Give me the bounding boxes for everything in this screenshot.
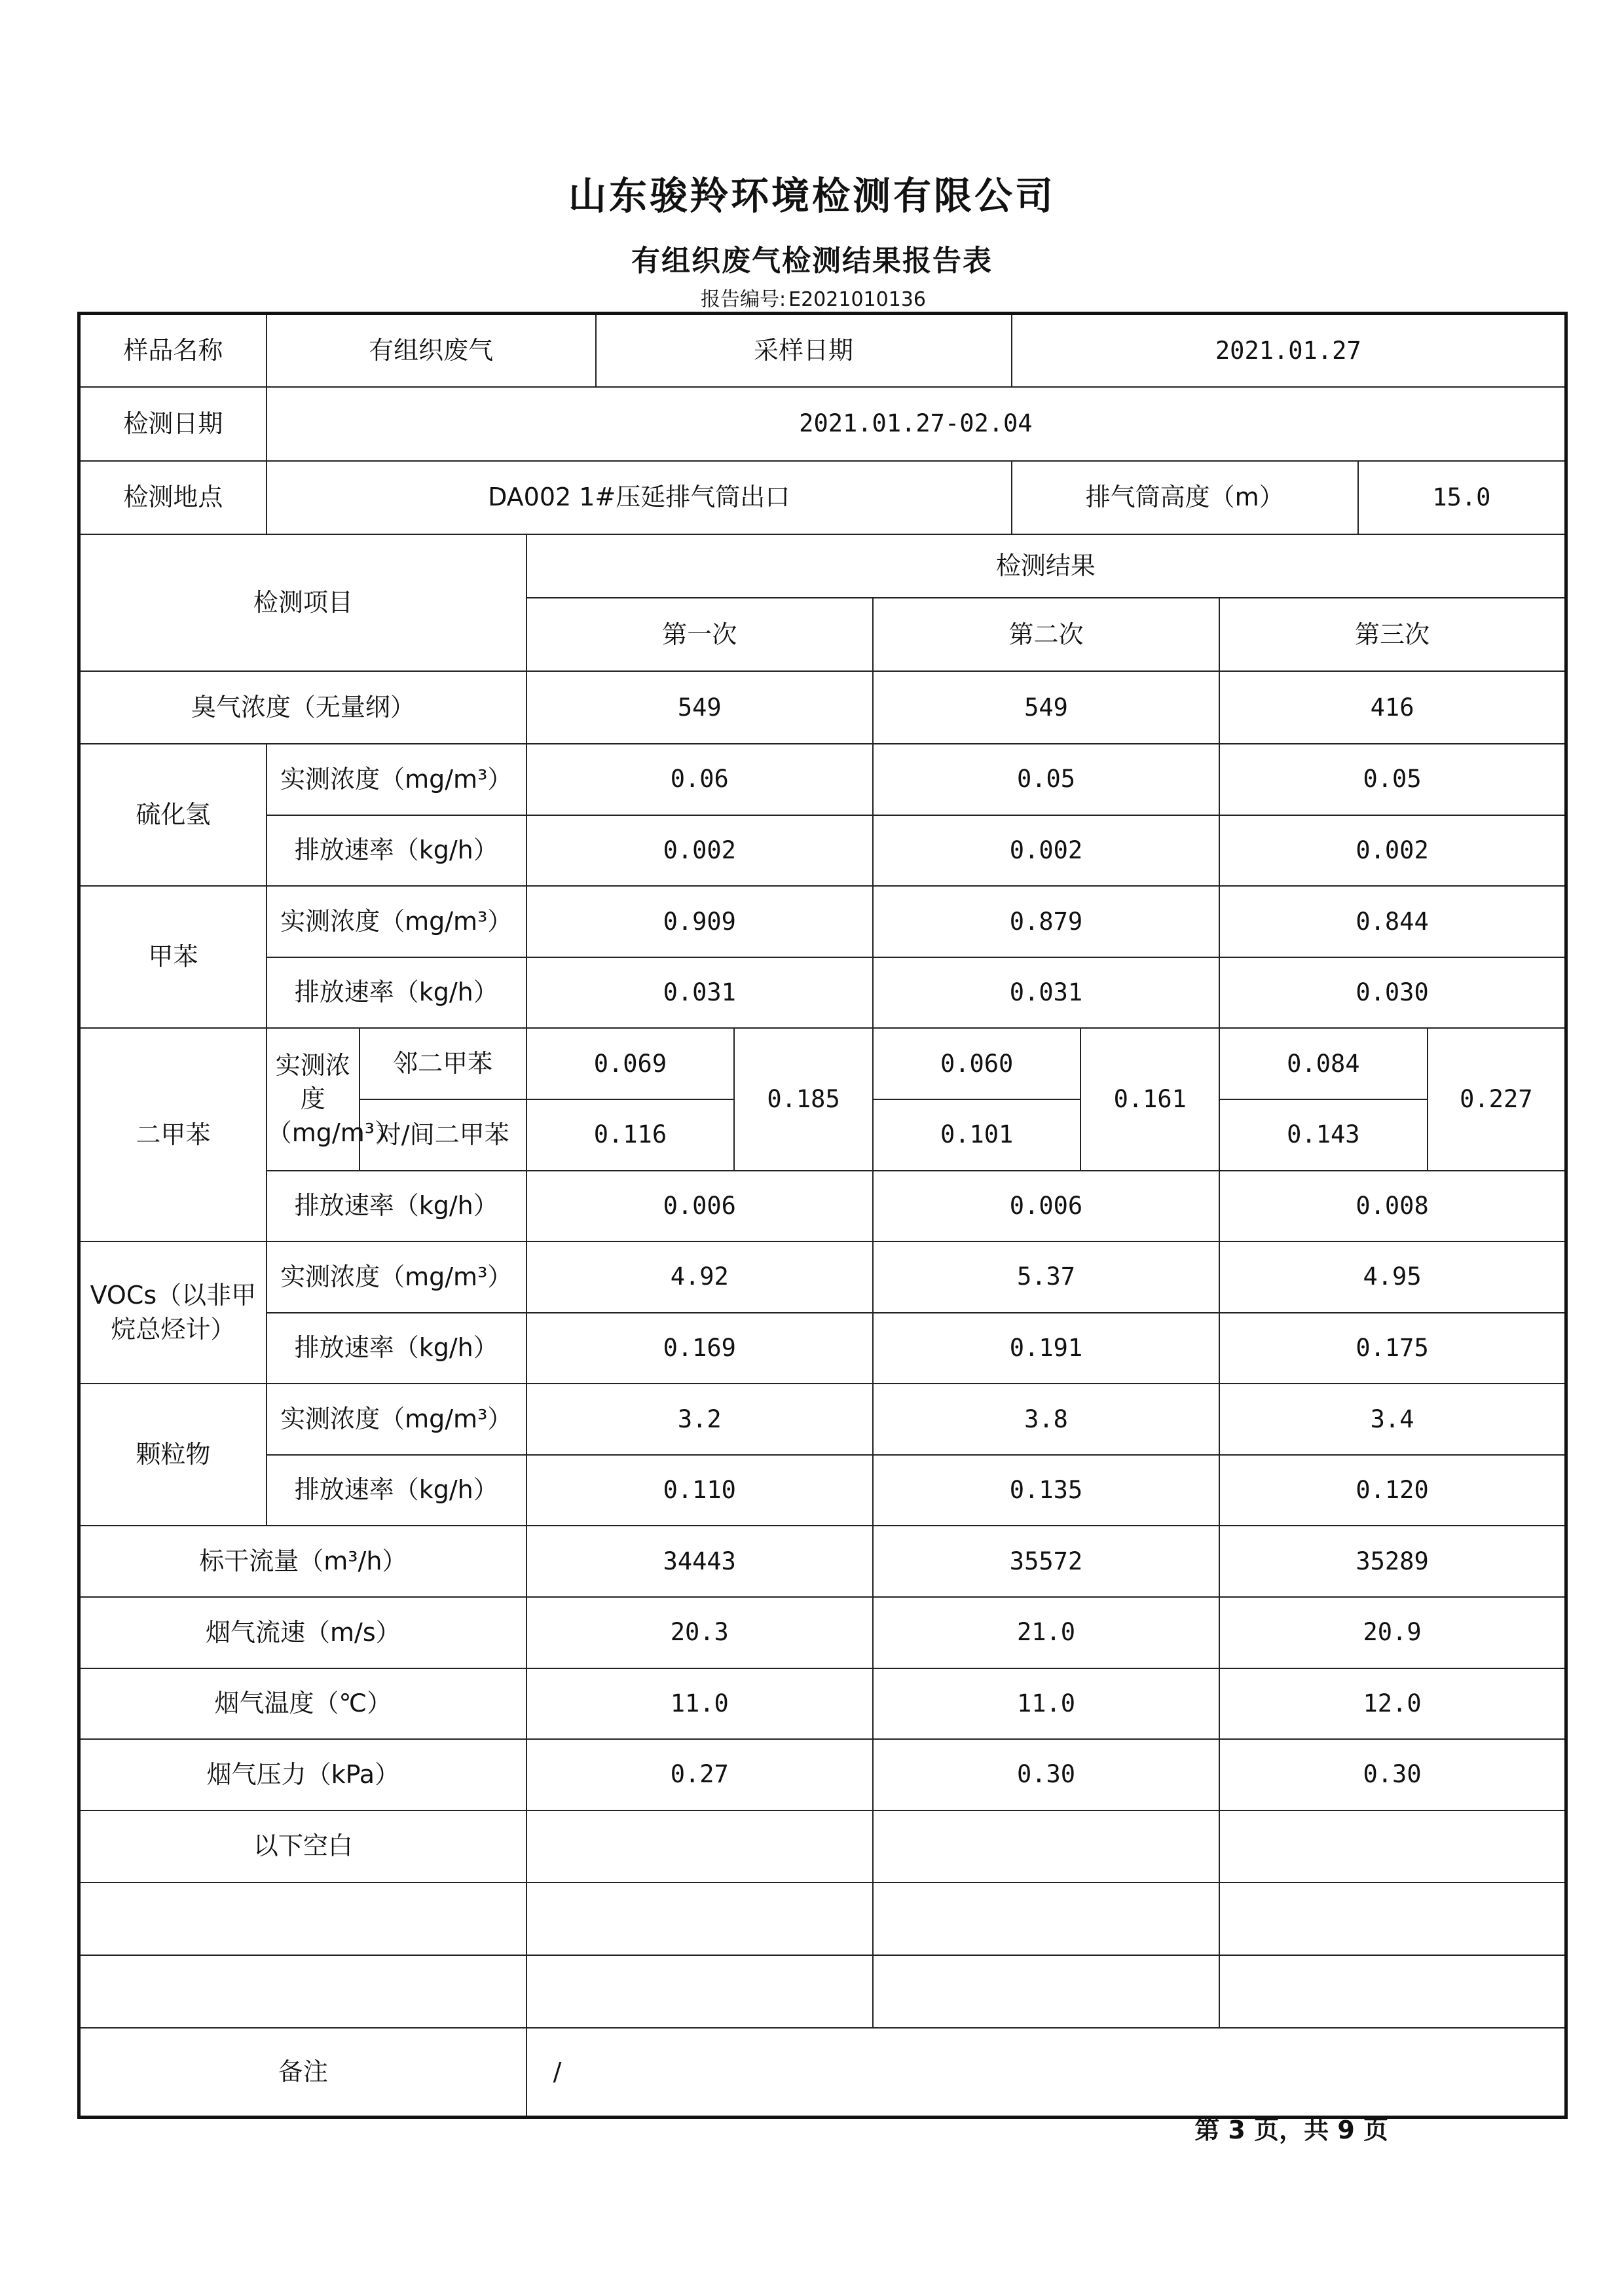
stack-height-label: 排气筒高度（m） [1012,461,1358,535]
pm-conc-3: 3.4 [1219,1384,1566,1455]
table-row [79,1171,1566,1242]
company-name: 山东骏羚环境检测有限公司 [568,174,1056,218]
table-row [79,1882,1566,1955]
sample-name: 有组织废气 [267,314,596,388]
empty-cell [526,1810,873,1883]
table-row [79,1597,1566,1668]
table-row [79,2028,1566,2118]
pm-rate-3: 0.120 [1219,1455,1566,1526]
o-xylene-label: 邻二甲苯 [360,1028,526,1099]
location: DA002 1#压延排气筒出口 [267,461,1012,535]
table-row [79,886,1566,957]
pm-rate-2: 0.135 [873,1455,1219,1526]
o-xylene-1: 0.069 [526,1028,735,1099]
test-date-label: 检测日期 [79,387,267,461]
toluene-rate-3: 0.030 [1219,957,1566,1029]
report-number: E2021010136 [788,288,926,311]
result-table [77,312,1568,2119]
vocs-name-line2: 烷总烃计） [111,1314,236,1344]
velocity-label: 烟气流速（m/s） [79,1597,526,1668]
toluene-rate-label: 排放速率（kg/h） [267,957,526,1029]
table-row [79,1241,1566,1313]
o-xylene-2: 0.060 [873,1028,1081,1099]
test-date: 2021.01.27-02.04 [267,387,1566,461]
empty-cell [1219,1882,1566,1955]
h2s-rate-2: 0.002 [873,815,1219,887]
h2s-conc-2: 0.05 [873,744,1219,815]
empty-cell [873,1882,1219,1955]
h2s-rate-3: 0.002 [1219,815,1566,887]
temp-label: 烟气温度（℃） [79,1668,526,1740]
toluene-conc-2: 0.879 [873,886,1219,957]
table-row [79,744,1566,815]
pm-conc-2: 3.8 [873,1384,1219,1455]
pm-conc-label: 实测浓度（mg/m³） [267,1384,526,1455]
flow-3: 35289 [1219,1526,1566,1597]
table-row [79,461,1566,535]
table-row [79,1955,1566,2028]
flow-2: 35572 [873,1526,1219,1597]
xylene-total-1: 0.185 [734,1028,873,1170]
pm-name: 颗粒物 [79,1384,267,1526]
empty-cell [873,1810,1219,1883]
pm-rate-label: 排放速率（kg/h） [267,1455,526,1526]
mp-xylene-label: 对/间二甲苯 [360,1099,526,1171]
temp-3: 12.0 [1219,1668,1566,1740]
temp-1: 11.0 [526,1668,873,1740]
location-label: 检测地点 [79,461,267,535]
result-header: 检测结果 [526,534,1566,598]
h2s-conc-3: 0.05 [1219,744,1566,815]
table-row [79,815,1566,887]
h2s-rate-label: 排放速率（kg/h） [267,815,526,887]
pressure-2: 0.30 [873,1739,1219,1810]
sampling-date-label: 采样日期 [596,314,1012,388]
vocs-rate-1: 0.169 [526,1313,873,1384]
empty-cell [79,1882,526,1955]
flow-1: 34443 [526,1526,873,1597]
round-2-header: 第二次 [873,598,1219,672]
xylene-rate-2: 0.006 [873,1171,1219,1242]
vocs-rate-label: 排放速率（kg/h） [267,1313,526,1384]
pm-conc-1: 3.2 [526,1384,873,1455]
table-row [79,1526,1566,1597]
item-header: 检测项目 [79,534,526,671]
odor-value-2: 549 [873,671,1219,744]
empty-cell [1219,1810,1566,1883]
remark-label: 备注 [79,2028,526,2118]
table-row [79,1810,1566,1883]
table-row [79,1384,1566,1455]
vocs-name-line1: VOCs（以非甲 [90,1281,257,1310]
vocs-conc-2: 5.37 [873,1241,1219,1313]
mp-xylene-3: 0.143 [1219,1099,1428,1171]
pressure-3: 0.30 [1219,1739,1566,1810]
xylene-conc-unit: （mg/m³） [267,1118,399,1147]
table-row [79,1313,1566,1384]
toluene-rate-2: 0.031 [873,957,1219,1029]
sampling-date: 2021.01.27 [1012,314,1566,388]
vocs-conc-label: 实测浓度（mg/m³） [267,1241,526,1313]
stack-height: 15.0 [1358,461,1566,535]
h2s-conc-1: 0.06 [526,744,873,815]
xylene-rate-label: 排放速率（kg/h） [267,1171,526,1242]
toluene-conc-3: 0.844 [1219,886,1566,957]
table-row [79,671,1566,744]
report-subtitle: 有组织废气检测结果报告表 [631,244,993,278]
empty-cell [526,1882,873,1955]
round-3-header: 第三次 [1219,598,1566,672]
xylene-total-2: 0.161 [1080,1028,1219,1170]
remark-value: / [526,2028,1566,2118]
report-number-line [0,283,1624,312]
table-row [79,1668,1566,1740]
sample-name-label: 样品名称 [79,314,267,388]
empty-cell [873,1955,1219,2028]
pressure-1: 0.27 [526,1739,873,1810]
xylene-total-3: 0.227 [1428,1028,1566,1170]
empty-cell [1219,1955,1566,2028]
vocs-name-cell [79,1241,267,1384]
temp-2: 11.0 [873,1668,1219,1740]
pm-rate-1: 0.110 [526,1455,873,1526]
table-row [79,1455,1566,1526]
vocs-rate-3: 0.175 [1219,1313,1566,1384]
toluene-conc-label: 实测浓度（mg/m³） [267,886,526,957]
xylene-conc-label-cell [267,1028,399,1170]
table-row [79,1028,1566,1099]
table-row [79,957,1566,1029]
xylene-rate-1: 0.006 [526,1171,873,1242]
vocs-conc-1: 4.92 [526,1241,873,1313]
empty-cell [526,1955,873,2028]
round-1-header: 第一次 [526,598,873,672]
table-row [79,1739,1566,1810]
pressure-label: 烟气压力（kPa） [79,1739,526,1810]
h2s-rate-1: 0.002 [526,815,873,887]
blank-label: 以下空白 [79,1810,526,1883]
odor-value-1: 549 [526,671,873,744]
mp-xylene-2: 0.101 [873,1099,1081,1171]
flow-label: 标干流量（m³/h） [79,1526,526,1597]
xylene-conc-label: 实测浓度 [275,1050,350,1114]
mp-xylene-1: 0.116 [526,1099,735,1171]
xylene-name: 二甲苯 [79,1028,267,1241]
odor-label: 臭气浓度（无量纲） [79,671,526,744]
velocity-3: 20.9 [1219,1597,1566,1668]
table-row [79,534,1566,598]
velocity-1: 20.3 [526,1597,873,1668]
o-xylene-3: 0.084 [1219,1028,1428,1099]
vocs-rate-2: 0.191 [873,1313,1219,1384]
h2s-name: 硫化氢 [79,744,267,886]
page-number: 第 3 页，共 9 页 [1194,2116,1388,2144]
velocity-2: 21.0 [873,1597,1219,1668]
toluene-name: 甲苯 [79,886,267,1028]
table-row [79,387,1566,461]
h2s-conc-label: 实测浓度（mg/m³） [267,744,526,815]
report-number-label: 报告编号: [701,288,786,311]
odor-value-3: 416 [1219,671,1566,744]
vocs-conc-3: 4.95 [1219,1241,1566,1313]
toluene-rate-1: 0.031 [526,957,873,1029]
empty-cell [79,1955,526,2028]
table-row [79,314,1566,388]
toluene-conc-1: 0.909 [526,886,873,957]
xylene-rate-3: 0.008 [1219,1171,1566,1242]
